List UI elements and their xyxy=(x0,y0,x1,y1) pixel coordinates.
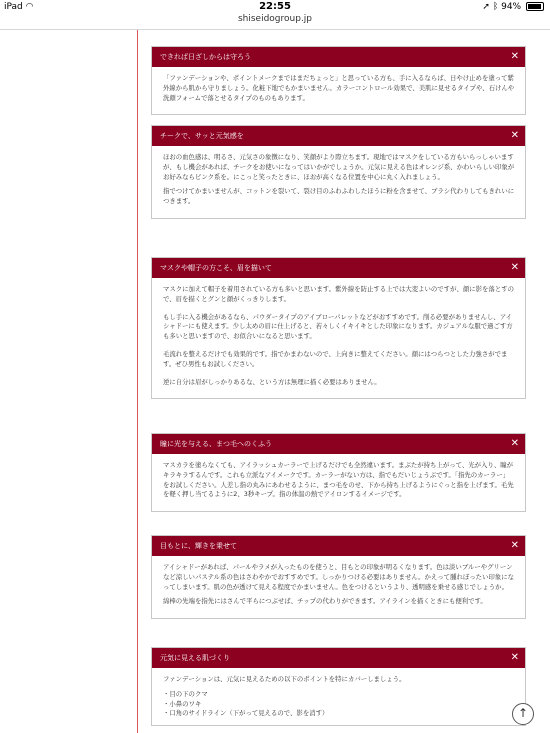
section-paragraph: マスクに加えて帽子を着用されている方も多いと思います。紫外線を防止する上では大変よいのですが、顔に影を落とすので、眉を描くとグンと顔がくっきりします。 xyxy=(163,285,514,303)
close-icon[interactable]: ✕ xyxy=(510,652,519,663)
accordion-header[interactable] xyxy=(152,258,525,278)
arrow-up-icon: ↑ xyxy=(517,706,529,720)
accordion-section xyxy=(151,46,526,115)
section-body xyxy=(152,454,525,511)
section-title: 元気に見える肌づくり xyxy=(160,654,230,662)
section-body xyxy=(152,668,525,725)
url-bar[interactable]: shiseidogroup.jp xyxy=(237,14,313,24)
accordion-header[interactable] xyxy=(152,126,525,146)
divider xyxy=(0,29,550,30)
section-paragraph: ほおの血色感は、明るさ、元気さの象徴になり、笑顔がより際立ちます。現地ではマスクをしている方もいらっしゃいますが、もし機会があれば、チークをお使いになってはいかがでしょうか。元気に見える色はオレンジ系、かわいらしい印象がお好みならピンク系を。にこっと笑ったときに、ほおが高くなる位置を中心に丸く入れましょう。 xyxy=(163,153,515,181)
accordion-header[interactable] xyxy=(152,47,525,67)
section-body xyxy=(152,556,525,618)
section-body xyxy=(152,278,525,398)
accordion-header[interactable] xyxy=(152,648,525,668)
list-item: ・口角のサイドライン（下がって見えるので、影を消す） xyxy=(163,709,329,718)
bluetooth-icon: ᛒ xyxy=(492,2,499,12)
battery-percent: 94% xyxy=(501,2,522,12)
section-paragraph: もし手に入る機会があるなら、パウダータイプのアイブローパレットなどがおすすめです。削る必要がありませんし、アイシャドーにも使えます。少し太めの眉に仕上げると、若々しくイキイキとした印象になります。カジュアルな服で過ごす方も多いと思いますので、お似合いになると思います。 xyxy=(163,312,513,341)
wifi-icon: ◠ xyxy=(25,2,34,12)
section-paragraph: 毛流れを整えるだけでも効果的です。指でかまわないので、上向きに整えてください。顔にはつらつとした力強さがでます。ぜひ男性もお試しください。 xyxy=(163,349,508,368)
close-icon[interactable]: ✕ xyxy=(510,130,519,141)
bullet-list xyxy=(163,690,515,719)
accordion-header[interactable] xyxy=(152,434,525,454)
status-right xyxy=(482,2,544,12)
close-icon[interactable]: ✕ xyxy=(510,51,519,62)
section-paragraph: 綿棒の先端を指先にはさんで平らにつぶせば、チップの代わりができます。アイラインを描くときにも便利です。 xyxy=(163,597,487,606)
close-icon[interactable]: ✕ xyxy=(510,262,519,273)
section-body xyxy=(152,67,525,114)
list-item: ・小鼻のワキ xyxy=(163,699,202,708)
scroll-top-button[interactable] xyxy=(512,703,534,725)
section-body xyxy=(152,146,525,218)
location-icon: ➚ xyxy=(482,2,490,12)
accordion-section xyxy=(151,647,529,726)
accordion-section xyxy=(151,535,526,619)
close-icon[interactable]: ✕ xyxy=(510,540,519,551)
close-icon[interactable]: ✕ xyxy=(510,438,519,449)
section-title: チークで、サッと元気感を xyxy=(160,132,244,140)
section-paragraph: 指でつけてかまいませんが、コットンを裂いて、裂け目のふわふわしたほうに粉を含ませて、ブラシ代わりしてもきれいにつきます。 xyxy=(163,187,515,206)
accordion-section xyxy=(151,257,526,399)
section-paragraph: ファンデーションは、元気に見えるための以下のポイントを特にカバーしましょう。 xyxy=(163,675,406,683)
accordion-section xyxy=(151,433,526,512)
battery-icon xyxy=(526,2,544,11)
device-label: iPad ◠ xyxy=(4,2,34,12)
status-time: 22:55 xyxy=(259,1,291,12)
accordion-section xyxy=(151,125,526,219)
section-title: 目もとに、輝きを乗せて xyxy=(160,542,237,550)
section-title: マスクや帽子の方こそ、眉を描いて xyxy=(160,264,272,272)
section-title: 瞳に光を与える、まつ毛へのくふう xyxy=(160,440,272,448)
section-paragraph: 逆に自分は眉がしっかりあるな、という方は無理に描く必要はありません。 xyxy=(163,377,381,386)
section-title: できれば日ざしからは守ろう xyxy=(160,53,251,61)
status-bar xyxy=(0,0,550,14)
section-paragraph: 「ファンデーションや、ポイントメークまではまだちょっと」と思っている方も、手に入るならば、日やけ止めを塗って紫外線から肌から守りましょう。化粧下地でもかまいません。カラーコントロール効果で、美肌に見せるタイプや、石けんや洗顔フォームで落とせるタイプのものもあります。 xyxy=(163,74,515,102)
list-item: ・目の下のクマ xyxy=(163,689,208,698)
section-paragraph: アイシャドーがあれば、パールやラメが入ったものを使うと、目もとの印象が明るくなります。色は淡いブルーやグリーンなど涼しいパステル系の色はさわやかでおすすめです。しっかりつける必要はありません。かえって腫れぼったい印象になってしまいます。肌の色が透けて見える程度でかまいません。色をつけるというより、透明感を乗せる感じでしょうか。 xyxy=(163,563,514,591)
section-paragraph: マスカラを塗らなくても、アイラッシュカーラーで上げるだけでも全然違います。まぶたが持ち上がって、光が入り、瞳がキラキラするんです。これも立派なアイメークです。カーラーがない方は、指でもだいじょうぶです。「指先のカーラー」をお試しください。人差し指の丸みにあわせるように、まつ毛をのせ、下から持ち上げるようにぐっと指を上げます。毛先を軽く押し当てるように2、3秒キープ。指の体温の熱でアイロンするイメージです。 xyxy=(163,461,514,499)
accent-line xyxy=(137,30,138,733)
accordion-header[interactable] xyxy=(152,536,525,556)
